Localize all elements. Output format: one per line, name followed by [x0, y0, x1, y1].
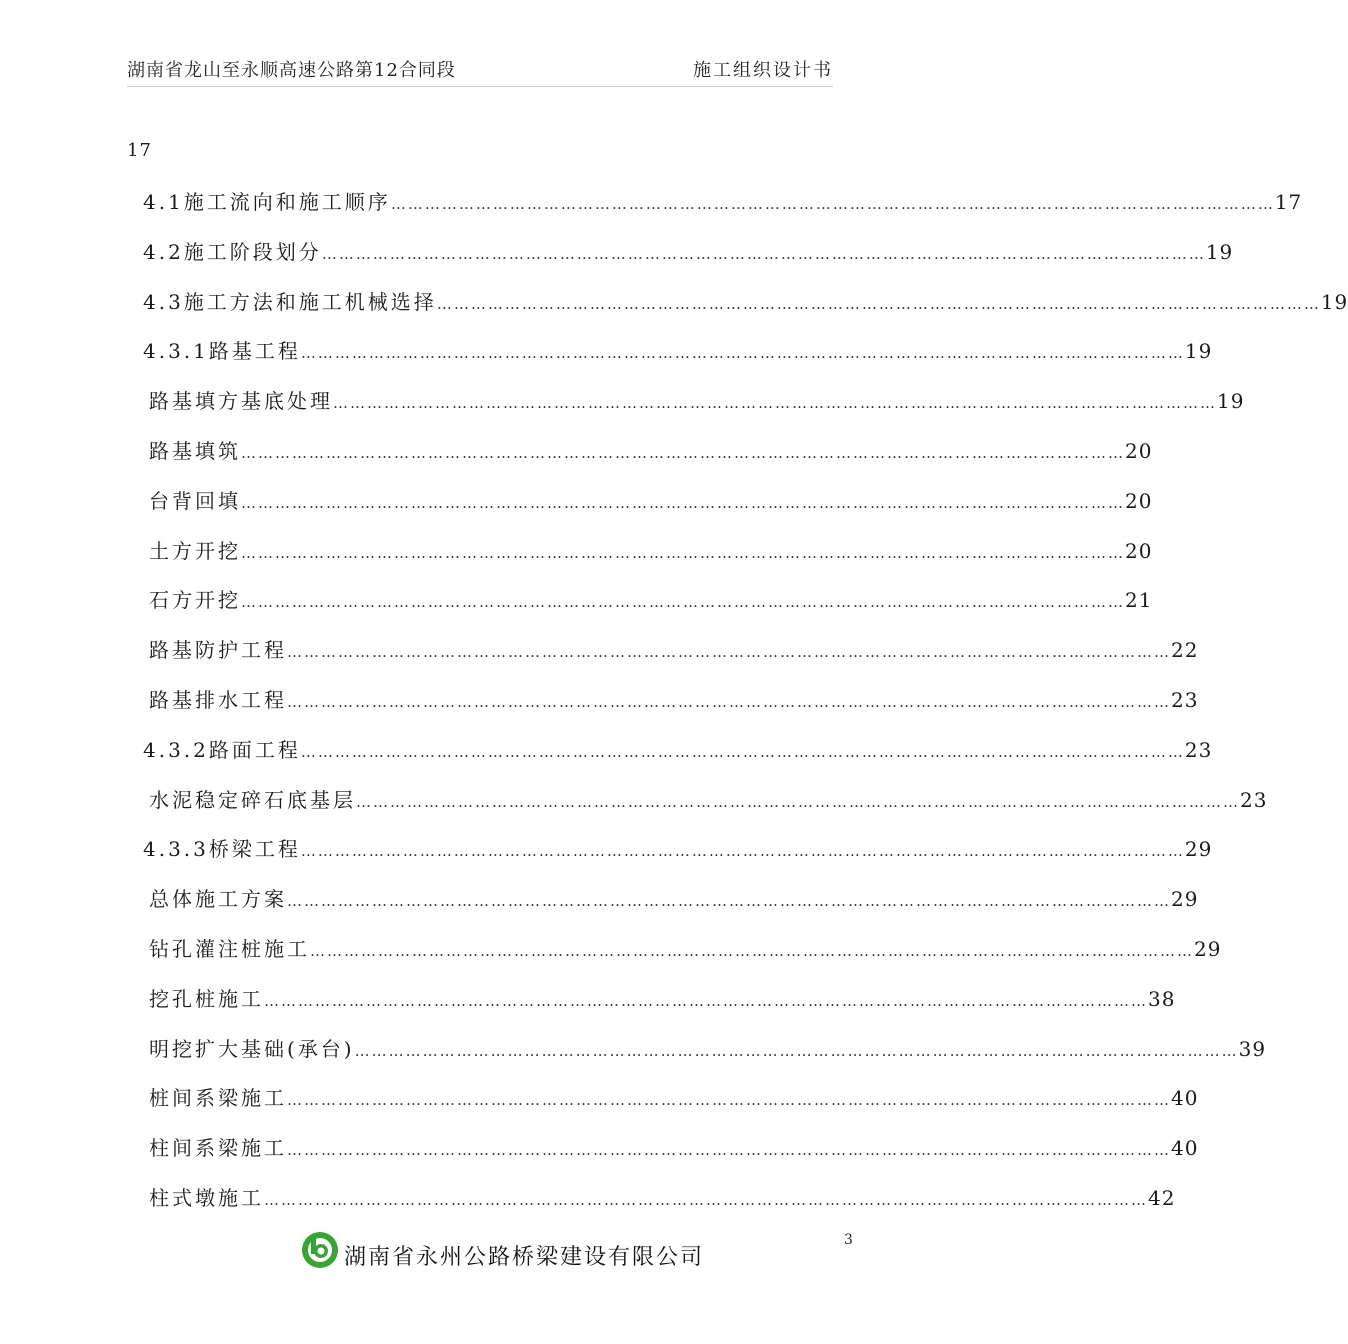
toc-entry: [143, 236, 1234, 266]
toc-leader-dots: …………………………………………………………………………………………………………………………………………: [241, 593, 1125, 612]
toc-entry: [149, 634, 1199, 664]
toc-entry-title: 路基防护工程: [149, 638, 287, 663]
toc-entry-page: 19: [1320, 289, 1348, 314]
company-name: 湖南省永州公路桥梁建设有限公司: [344, 1245, 705, 1270]
toc-entry-page: 23: [1240, 787, 1268, 812]
toc-entry-page: 17: [1274, 190, 1303, 214]
toc-leader-dots: …………………………………………………………………………………………………………………………………………: [354, 1041, 1239, 1060]
toc-entry-page: 23: [1184, 737, 1213, 762]
toc-entry-page: 40: [1171, 1086, 1199, 1111]
continued-page-number: 17: [127, 140, 152, 161]
toc-entry-title: 明挖扩大基础(承台): [149, 1036, 355, 1061]
toc-entry-page: 29: [1171, 887, 1199, 912]
toc-entry-page: 20: [1125, 488, 1153, 513]
toc-leader-dots: …………………………………………………………………………………………………………………………………………: [287, 1141, 1171, 1160]
toc-leader-dots: …………………………………………………………………………………………………………………………………………: [241, 543, 1125, 562]
toc-entry: [149, 983, 1176, 1013]
toc-leader-dots: …………………………………………………………………………………………………………………………………………: [241, 493, 1125, 512]
toc-leader-dots: …………………………………………………………………………………………………………………………………………: [300, 344, 1185, 363]
toc-entry-title: 石方开挖: [149, 588, 241, 613]
toc-entry-title: 4.3.3桥梁工程: [143, 837, 301, 862]
toc-entry: [143, 335, 1213, 365]
toc-entry: [149, 1182, 1176, 1212]
page-footer: [300, 1226, 720, 1276]
toc-entry-page: 19: [1184, 339, 1213, 364]
toc-leader-dots: …………………………………………………………………………………………………………………………………………: [300, 742, 1185, 761]
toc-entry-page: 21: [1125, 588, 1153, 613]
toc-entry-page: 19: [1217, 389, 1245, 414]
toc-entry-page: 22: [1171, 638, 1199, 663]
toc-entry: [149, 883, 1199, 913]
toc-entry-title: 土方开挖: [149, 538, 241, 563]
toc-leader-dots: …………………………………………………………………………………………………………………………………………: [287, 892, 1171, 911]
toc-entry-title: 总体施工方案: [149, 887, 287, 912]
toc-entry-title: 柱间系梁施工: [149, 1136, 287, 1161]
toc-entry-page: 42: [1148, 1186, 1176, 1210]
toc-entry: [149, 1033, 1267, 1063]
toc-entry: [149, 933, 1222, 963]
toc-leader-dots: …………………………………………………………………………………………………………………………………………: [287, 1091, 1171, 1110]
toc-leader-dots: …………………………………………………………………………………………………………………………………………: [390, 195, 1275, 213]
toc-entry: [149, 535, 1153, 565]
toc-entry: [143, 186, 1303, 216]
toc-entry-title: 钻孔灌注桩施工: [149, 937, 310, 961]
toc-entry-page: 23: [1171, 688, 1199, 712]
toc-entry: [149, 385, 1245, 415]
toc-entry: [149, 1082, 1199, 1112]
toc-leader-dots: …………………………………………………………………………………………………………………………………………: [300, 842, 1185, 861]
toc-entry: [149, 584, 1153, 614]
page-header: [127, 52, 833, 87]
toc-entry-title: 4.3施工方法和施工机械选择: [143, 289, 437, 314]
toc-leader-dots: …………………………………………………………………………………………………………………………………………: [287, 693, 1171, 711]
toc-entry-title: 桩间系梁施工: [149, 1086, 287, 1111]
toc-entry-title: 路基填筑: [149, 439, 241, 463]
toc-entry: [149, 485, 1153, 515]
toc-entry: [143, 286, 1348, 316]
toc-entry-page: 38: [1148, 986, 1176, 1011]
toc-leader-dots: …………………………………………………………………………………………………………………………………………: [436, 294, 1321, 313]
toc-entry-title: 4.2施工阶段划分: [143, 239, 322, 264]
toc-leader-dots: …………………………………………………………………………………………………………………………………………: [241, 444, 1125, 462]
toc-entry-page: 19: [1205, 239, 1234, 264]
toc-entry-page: 20: [1125, 538, 1153, 563]
toc-entry-title: 柱式墩施工: [149, 1186, 264, 1210]
toc-leader-dots: …………………………………………………………………………………………………………………………………………: [356, 792, 1240, 811]
toc-entry-page: 20: [1125, 439, 1153, 463]
toc-entry-page: 39: [1238, 1036, 1267, 1061]
toc-entry: [149, 1132, 1199, 1162]
toc-leader-dots: …………………………………………………………………………………………………………………………………………: [333, 394, 1217, 413]
toc-entry-title: 水泥稳定碎石底基层: [149, 787, 356, 812]
toc-entry-title: 4.3.2路面工程: [143, 737, 301, 762]
toc-entry: [143, 833, 1213, 863]
toc-entry: [143, 734, 1213, 764]
toc-leader-dots: …………………………………………………………………………………………………………………………………………: [287, 643, 1171, 662]
toc-entry: [149, 684, 1199, 714]
header-project-title: 湖南省龙山至永顺高速公路第12合同段: [127, 60, 456, 81]
toc-entry: [149, 435, 1153, 465]
header-document-title: 施工组织设计书: [693, 60, 833, 81]
company-logo-icon: [300, 1230, 340, 1270]
toc-entry-page: 40: [1171, 1136, 1199, 1161]
page-number: 3: [844, 1232, 853, 1248]
toc-entry-title: 路基排水工程: [149, 688, 287, 712]
toc-entry: [149, 784, 1268, 814]
toc-entry-title: 路基填方基底处理: [149, 389, 333, 414]
toc-entry-page: 29: [1184, 837, 1213, 862]
toc-entry-title: 挖孔桩施工: [149, 986, 264, 1011]
toc-entry-title: 4.3.1路基工程: [143, 339, 301, 364]
toc-leader-dots: …………………………………………………………………………………………………………………………………………: [264, 991, 1148, 1010]
toc-entry-title: 4.1施工流向和施工顺序: [143, 190, 391, 214]
toc-entry-page: 29: [1194, 937, 1222, 961]
toc-leader-dots: …………………………………………………………………………………………………………………………………………: [310, 942, 1194, 960]
toc-leader-dots: …………………………………………………………………………………………………………………………………………: [321, 244, 1206, 263]
toc-leader-dots: …………………………………………………………………………………………………………………………………………: [264, 1191, 1148, 1209]
toc-entry-title: 台背回填: [149, 488, 241, 513]
